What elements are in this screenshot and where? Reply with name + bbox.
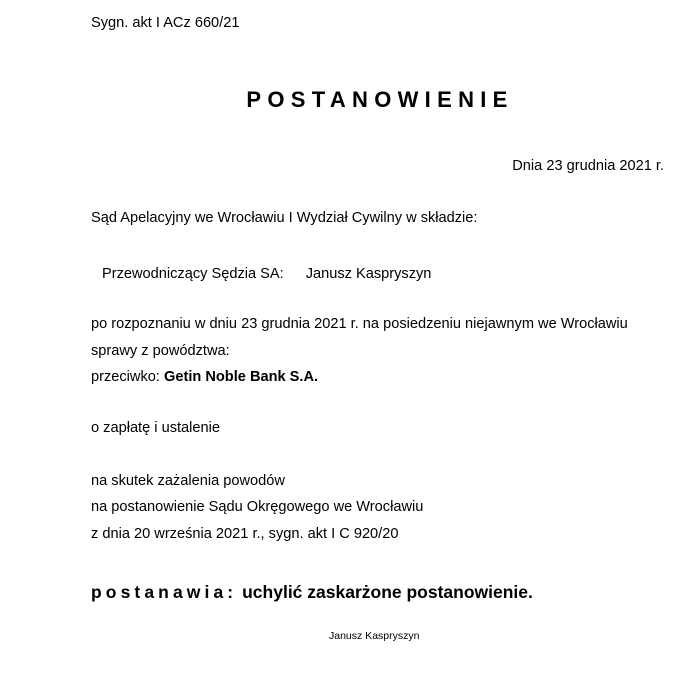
consideration-line-2: sprawy z powództwa: (91, 343, 230, 359)
ruling-line (91, 581, 533, 603)
appeal-line-2: na postanowienie Sądu Okręgowego we Wrocławiu (91, 499, 424, 515)
presiding-judge-line (102, 265, 431, 283)
against-label: przeciwko: (91, 369, 160, 385)
defendant-line (91, 368, 318, 386)
appeal-line-3: z dnia 20 września 2021 r., sygn. akt I C 920/20 (91, 526, 399, 542)
consideration-line-1: po rozpoznaniu w dniu 23 grudnia 2021 r. na posiedzeniu niejawnym we Wrocławiu (91, 316, 628, 332)
case-reference: Sygn. akt I ACz 660/21 (91, 15, 240, 31)
presiding-name: Janusz Kaspryszyn (305, 266, 432, 282)
ruling-verb: postanawia: (91, 582, 238, 602)
decision-date: Dnia 23 grudnia 2021 r. (512, 158, 664, 174)
judge-signature: Janusz Kaspryszyn (329, 630, 420, 642)
defendant-name: Getin Noble Bank S.A. (164, 369, 319, 385)
court-composition-line: Sąd Apelacyjny we Wrocławiu I Wydział Cywilny w składzie: (91, 210, 478, 226)
ruling-text: uchylić zaskarżone postanowienie. (242, 582, 533, 602)
presiding-role: Przewodniczący Sędzia SA: (102, 266, 284, 282)
appeal-line-1: na skutek zażalenia powodów (91, 473, 285, 489)
document-title: POSTANOWIENIE (246, 87, 514, 112)
case-subject: o zapłatę i ustalenie (91, 420, 220, 436)
